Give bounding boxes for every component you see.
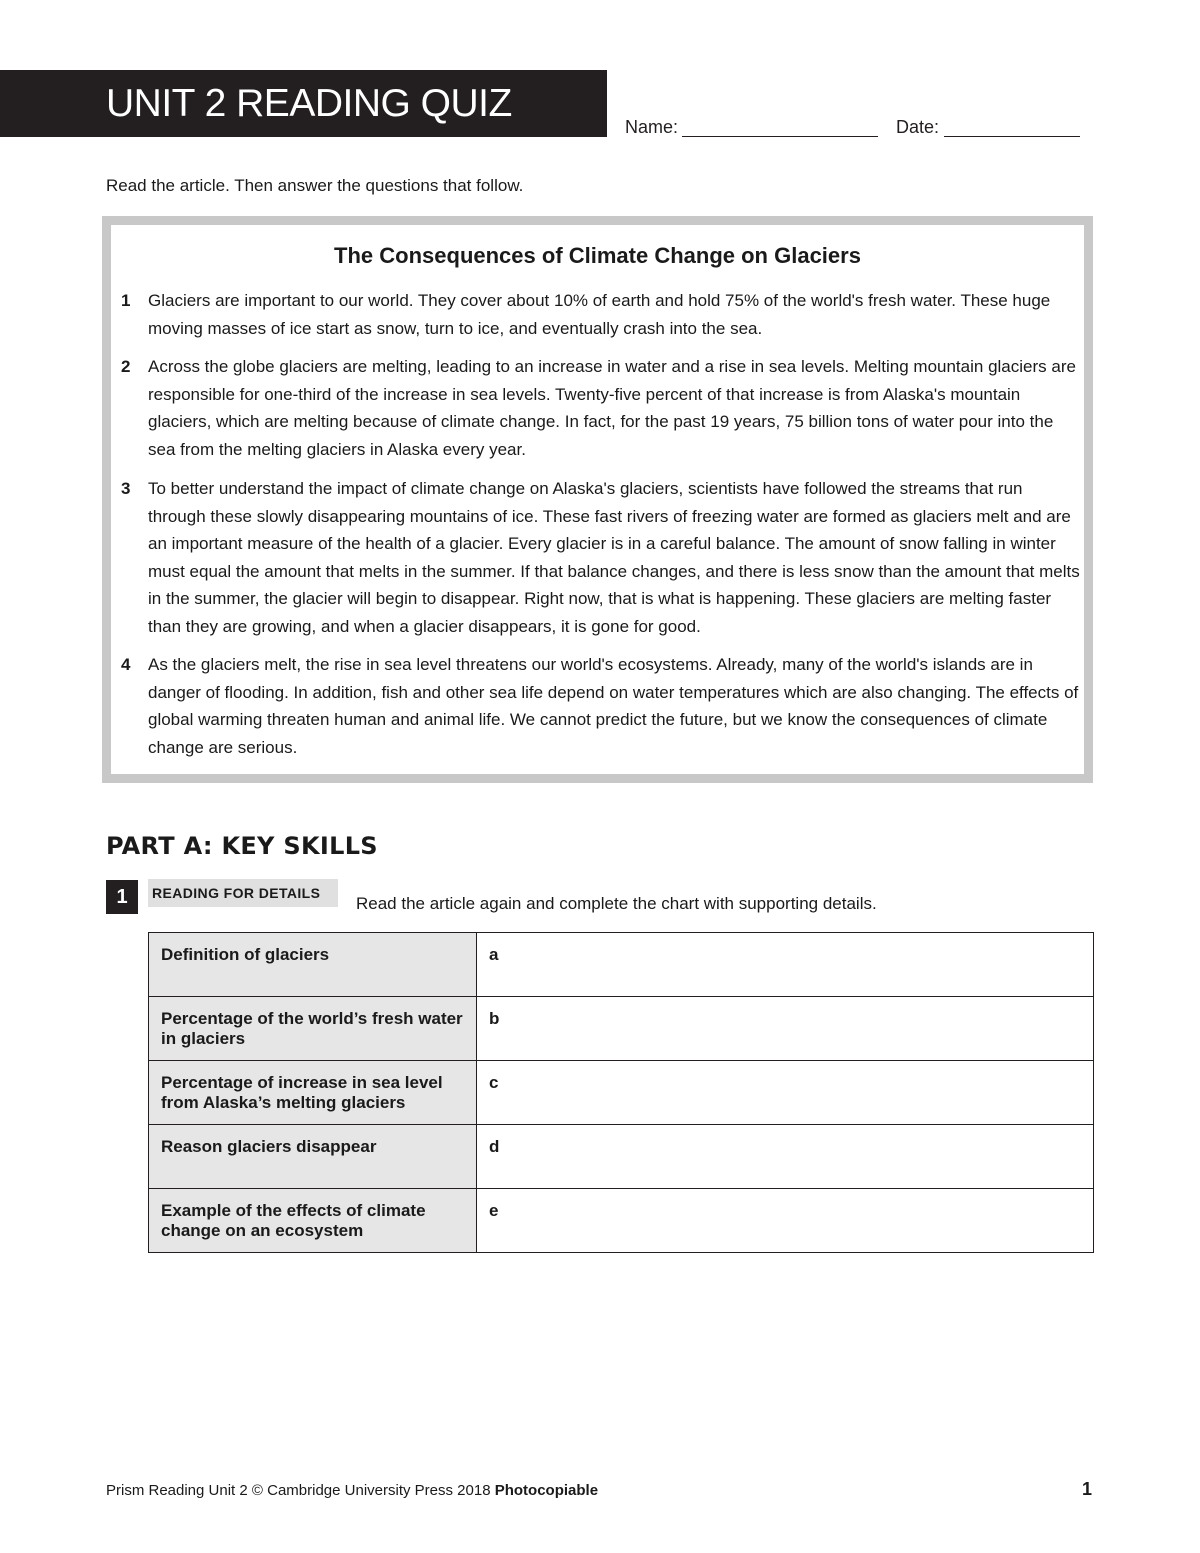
chart-answer-cell[interactable]: d	[477, 1125, 1094, 1189]
details-chart	[148, 932, 1094, 1253]
chart-answer-cell[interactable]: b	[477, 997, 1094, 1061]
part-a-heading: PART A: KEY SKILLS	[106, 832, 378, 860]
chart-row-label: Example of the effects of climate change on an ecosystem	[149, 1189, 477, 1253]
chart-row	[149, 1061, 1094, 1125]
chart-row	[149, 997, 1094, 1061]
paragraph-text: To better understand the impact of climate change on Alaska's glaciers, scientists have followed the streams that run through these slowly disappearing mountains of ice. These fast rivers of freezing water are formed as glaciers melt and are an important measure of the health of a glacier. Every glacier is in a careful balance. The amount of snow falling in winter must equal the amount that melts in the summer. If that balance changes, and there is less snow than the amount that melts in the summer, the glacier will begin to disappear. Right now, that is what is happening. These glaciers are melting faster than they are growing, and when a glacier disappears, it is gone for good.	[148, 479, 1080, 636]
paragraph-text: Across the globe glaciers are melting, leading to an increase in water and a rise in sea levels. Melting mountain glaciers are responsible for one-third of the increase in sea levels. Twenty-five percent of that increase is from Alaska's mountain glaciers, which are melting because of climate change. In fact, for the past 19 years, 75 billion tons of water pour into the sea from the melting glaciers in Alaska every year.	[148, 357, 1076, 459]
chart-row-label: Percentage of the world’s fresh water in glaciers	[149, 997, 477, 1061]
instructions: Read the article. Then answer the questions that follow.	[106, 176, 524, 195]
paragraph-number: 3	[121, 479, 131, 498]
chart-answer-cell[interactable]: a	[477, 933, 1094, 997]
footer-photocopiable: Photocopiable	[494, 1482, 599, 1499]
footer-copyright: Prism Reading Unit 2 © Cambridge University Press 2018	[106, 1482, 491, 1499]
article-title: The Consequences of Climate Change on Glaciers	[334, 243, 861, 268]
paragraph-number: 1	[121, 291, 131, 310]
question-instruction: Read the article again and complete the chart with supporting details.	[356, 894, 877, 913]
paragraph-number: 2	[121, 357, 131, 376]
chart-row-label: Reason glaciers disappear	[149, 1125, 477, 1189]
date-field-line[interactable]	[944, 136, 1080, 137]
chart-answer-cell[interactable]: e	[477, 1189, 1094, 1253]
page-number: 1	[1082, 1479, 1093, 1499]
chart-row	[149, 933, 1094, 997]
chart-row-label: Percentage of increase in sea level from Alaska’s melting glaciers	[149, 1061, 477, 1125]
name-label: Name:	[625, 117, 679, 137]
page-title: UNIT 2 READING QUIZ	[106, 82, 512, 125]
paragraph-text: Glaciers are important to our world. They cover about 10% of earth and hold 75% of the world's fresh water. These huge moving masses of ice start as snow, turn to ice, and eventually crash into the sea.	[148, 291, 1051, 338]
chart-answer-cell[interactable]: c	[477, 1061, 1094, 1125]
chart-row-label: Definition of glaciers	[149, 933, 477, 997]
article-box	[102, 216, 1093, 783]
chart-row	[149, 1125, 1094, 1189]
paragraph-text: As the glaciers melt, the rise in sea level threatens our world's ecosystems. Already, many of the world's islands are in danger of flooding. In addition, fish and other sea life depend on water temperatures which are also changing. The effects of global warming threaten human and animal life. We cannot predict the future, but we know the consequences of climate change are serious.	[148, 655, 1079, 757]
skill-tag: READING FOR DETAILS	[148, 879, 338, 907]
name-field-line[interactable]	[682, 136, 878, 137]
chart-row	[149, 1189, 1094, 1253]
date-label: Date:	[896, 117, 940, 137]
footer	[106, 1482, 598, 1499]
question-number: 1	[106, 880, 138, 914]
paragraph-number: 4	[121, 655, 131, 674]
